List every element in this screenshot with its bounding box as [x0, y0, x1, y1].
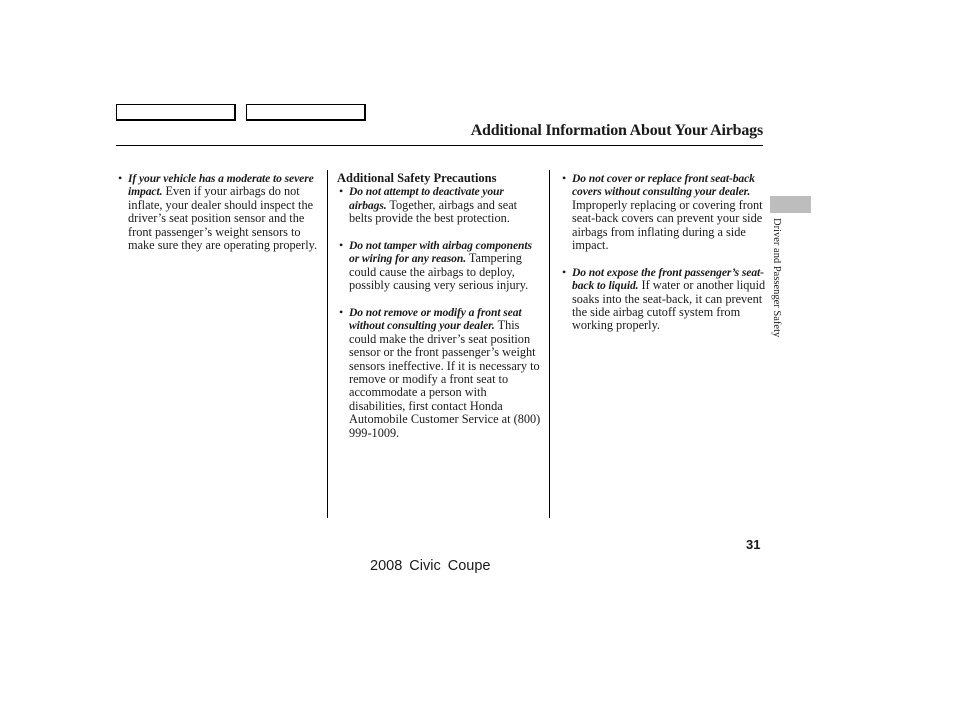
column-middle [337, 172, 541, 453]
bullet-dot-icon: • [118, 171, 123, 185]
bullet-text: Together, airbags and seat belts provide the best protection. [349, 197, 518, 226]
page-title: Additional Information About Your Airbags [470, 122, 763, 139]
bullet-lead: Do not expose the front passenger’s seat-back to liquid. [572, 265, 764, 293]
bullet-lead: Do not tamper with airbag components or wiring for any reason. [349, 239, 532, 266]
column-divider-1 [327, 170, 328, 518]
bullet-item [116, 172, 320, 252]
bullet-text: If water or another liquid soaks into the seat-back, it can prevent the side airbag cutoff system from working properly. [572, 278, 766, 333]
bullet-text: Tampering could cause the airbags to deploy, possibly causing very serious injury. [349, 251, 529, 293]
bullet-text: Improperly replacing or covering front seat-back covers can prevent your side airbags from inflating during a side impact. [572, 197, 763, 253]
column-left [116, 172, 320, 266]
column-right [560, 172, 766, 346]
section-tab-marker[interactable] [770, 196, 811, 213]
bullet-lead: Do not remove or modify a front seat without consulting your dealer. [349, 306, 522, 333]
bullet-item [560, 266, 766, 333]
column-divider-2 [549, 170, 550, 518]
section-heading: Additional Safety Precautions [337, 171, 497, 185]
bullet-dot-icon: • [339, 184, 344, 199]
bullet-dot-icon: • [562, 171, 567, 185]
footer-model: 2008 Civic Coupe [370, 558, 491, 574]
bullet-text: This could make the driver’s seat position sensor or the front passenger’s weight sensors ineffective. If it is necessary to remove or modify a front seat to accommodate a person with disabilities, first contact Honda Automobile Customer Service at (800) 999-1009. [349, 318, 541, 440]
nav-tab-box-2[interactable] [246, 104, 366, 121]
bullet-item [560, 172, 766, 252]
bullet-text: Even if your airbags do not inflate, your dealer should inspect the driver’s seat position sensor and the front passenger’s weight sensors to make sure they are operating properly. [128, 184, 318, 253]
nav-tab-box-1[interactable] [116, 104, 236, 121]
page-number: 31 [746, 537, 761, 552]
bullet-item [337, 185, 541, 225]
bullet-lead: If your vehicle has a moderate to severe impact. [128, 172, 314, 199]
bullet-lead: Do not cover or replace front seat-back covers without consulting your dealer. [572, 172, 755, 199]
bullet-dot-icon: • [339, 238, 344, 253]
bullet-lead: Do not attempt to deactivate your airbags. [349, 185, 504, 212]
bullet-dot-icon: • [562, 264, 567, 279]
bullet-item [337, 239, 541, 293]
bullet-item [337, 306, 541, 440]
title-rule [116, 145, 763, 146]
section-side-label: Driver and Passenger Safety [771, 218, 782, 338]
bullet-dot-icon: • [339, 305, 344, 320]
